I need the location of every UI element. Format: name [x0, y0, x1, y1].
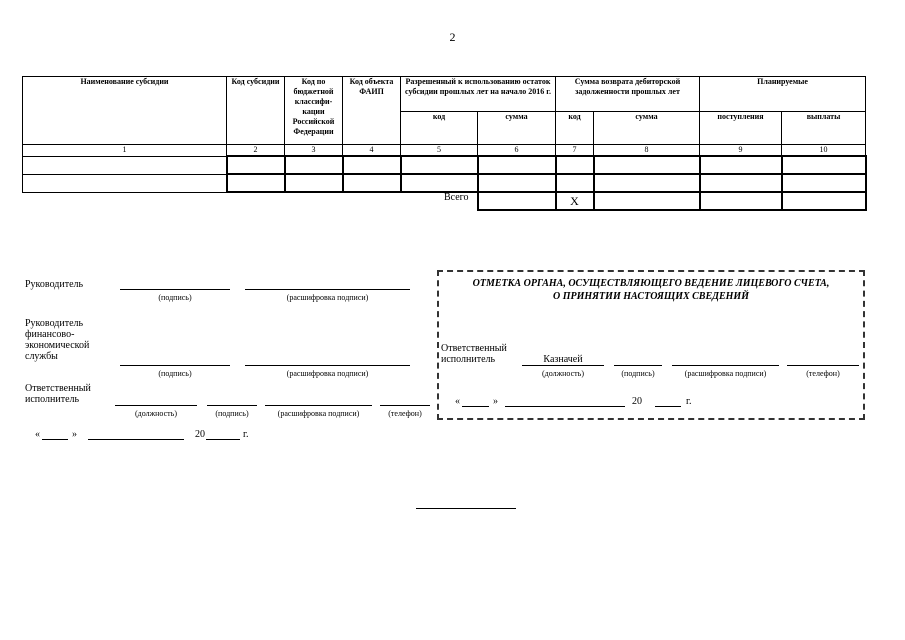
stamp-position-line[interactable]: [522, 365, 604, 366]
caption-position: (должность): [135, 409, 177, 418]
table-cell[interactable]: [556, 156, 594, 174]
table-cell[interactable]: [285, 156, 343, 174]
stamp-decoding-line[interactable]: [672, 365, 779, 366]
table-cell[interactable]: [23, 156, 227, 174]
stamp-date-year-prefix: 20: [632, 396, 642, 407]
table-cell[interactable]: [594, 156, 700, 174]
subheader-code: код: [401, 112, 478, 145]
responsible-label: Ответственный исполнитель: [25, 383, 91, 405]
total-payments-cell[interactable]: [782, 192, 866, 210]
date-year-prefix: 20: [195, 429, 205, 440]
header-planned: Планируемые: [700, 77, 866, 112]
total-sum-cell[interactable]: [478, 192, 556, 210]
caption-signature: (подпись): [215, 409, 249, 418]
signature-line[interactable]: [207, 405, 257, 406]
column-number: 9: [700, 145, 782, 157]
head-label: Руководитель: [25, 279, 84, 290]
stamp-phone-line[interactable]: [787, 365, 859, 366]
head-signature-line[interactable]: [120, 289, 230, 290]
table-row: [23, 174, 866, 192]
stamp-title-line-2: О ПРИНЯТИИ НАСТОЯЩИХ СВЕДЕНИЙ: [553, 291, 749, 302]
table-cell[interactable]: [23, 174, 227, 192]
table-cell[interactable]: [782, 156, 866, 174]
column-number: 1: [23, 145, 227, 157]
page-number: 2: [449, 30, 456, 44]
decoding-line[interactable]: [265, 405, 372, 406]
stamp-date-open-quote: «: [455, 396, 460, 407]
stamp-caption-signature: (подпись): [621, 369, 655, 378]
total-row: [23, 192, 866, 210]
stamp-caption-phone: (телефон): [806, 369, 840, 378]
stamp-caption-position: (должность): [542, 369, 584, 378]
table-cell[interactable]: [401, 156, 478, 174]
stamp-date-day-line[interactable]: [462, 406, 489, 407]
table-cell[interactable]: [478, 174, 556, 192]
table-cell[interactable]: [343, 156, 401, 174]
header-budget-code: Код по бюджетной классифи-кации Российской Федерации: [285, 77, 343, 145]
total-receipts-cell[interactable]: [700, 192, 782, 210]
table-cell[interactable]: [401, 174, 478, 192]
subheader-sum-2: сумма: [594, 112, 700, 145]
date-close-quote: »: [72, 429, 77, 440]
stamp-date-year-suffix: г.: [686, 396, 692, 407]
header-subsidy-code: Код субсидии: [227, 77, 285, 145]
fin-signature-line[interactable]: [120, 365, 230, 366]
table-cell[interactable]: [227, 174, 285, 192]
stamp-title: [437, 277, 865, 303]
subheader-payments: выплаты: [782, 112, 866, 145]
stamp-responsible-label: Ответственный исполнитель: [441, 343, 507, 365]
stamp-position-value: Казначей: [543, 354, 583, 365]
table-cell[interactable]: [700, 156, 782, 174]
column-number: 8: [594, 145, 700, 157]
date-open-quote: «: [35, 429, 40, 440]
caption-decoding: (расшифровка подписи): [277, 409, 360, 418]
table-cell[interactable]: [556, 174, 594, 192]
date-year-suffix: г.: [243, 429, 249, 440]
date-year-line[interactable]: [206, 439, 240, 440]
subheader-sum: сумма: [478, 112, 556, 145]
fin-head-label: Руководитель финансово-экономической службы: [25, 318, 90, 362]
column-number: 5: [401, 145, 478, 157]
column-number: 4: [343, 145, 401, 157]
footnote-separator: [416, 508, 516, 509]
caption-phone: (телефон): [388, 409, 422, 418]
table-cell[interactable]: [594, 174, 700, 192]
caption-decoding: (расшифровка подписи): [286, 293, 369, 302]
column-number: 2: [227, 145, 285, 157]
table-cell[interactable]: [227, 156, 285, 174]
column-number: 10: [782, 145, 866, 157]
total-label: Всего: [443, 192, 469, 203]
date-day-line[interactable]: [42, 439, 68, 440]
fin-decoding-line[interactable]: [245, 365, 410, 366]
stamp-caption-decoding: (расшифровка подписи): [684, 369, 767, 378]
caption-signature: (подпись): [158, 293, 192, 302]
head-decoding-line[interactable]: [245, 289, 410, 290]
caption-decoding: (расшифровка подписи): [286, 369, 369, 378]
stamp-date-close-quote: »: [493, 396, 498, 407]
header-subsidy-name: Наименование субсидии: [23, 77, 227, 145]
table-cell[interactable]: [478, 156, 556, 174]
position-line[interactable]: [115, 405, 197, 406]
caption-signature: (подпись): [158, 369, 192, 378]
table-cell[interactable]: [343, 174, 401, 192]
table-row: [23, 156, 866, 174]
stamp-date-year-line[interactable]: [655, 406, 681, 407]
total-x-mark: X: [556, 192, 594, 210]
subsidy-table: [22, 76, 867, 211]
subheader-code-2: код: [556, 112, 594, 145]
header-return-amount: Сумма возврата дебиторской задолженности прошлых лет: [556, 77, 700, 112]
column-number: 6: [478, 145, 556, 157]
column-number: 3: [285, 145, 343, 157]
table-cell[interactable]: [700, 174, 782, 192]
subheader-receipts: поступления: [700, 112, 782, 145]
stamp-date-month-line[interactable]: [505, 406, 625, 407]
column-number: 7: [556, 145, 594, 157]
table-cell[interactable]: [782, 174, 866, 192]
total-return-sum-cell[interactable]: [594, 192, 700, 210]
header-faip-code: Код объекта ФАИП: [343, 77, 401, 145]
stamp-signature-line[interactable]: [614, 365, 662, 366]
phone-line[interactable]: [380, 405, 430, 406]
stamp-title-line-1: ОТМЕТКА ОРГАНА, ОСУЩЕСТВЛЯЮЩЕГО ВЕДЕНИЕ ЛИЦЕВОГО СЧЕТА,: [472, 278, 830, 289]
date-month-line[interactable]: [88, 439, 184, 440]
table-cell[interactable]: [285, 174, 343, 192]
header-allowed-balance: Разрешенный к использованию остаток субсидии прошлых лет на начало 2016 г.: [401, 77, 556, 112]
